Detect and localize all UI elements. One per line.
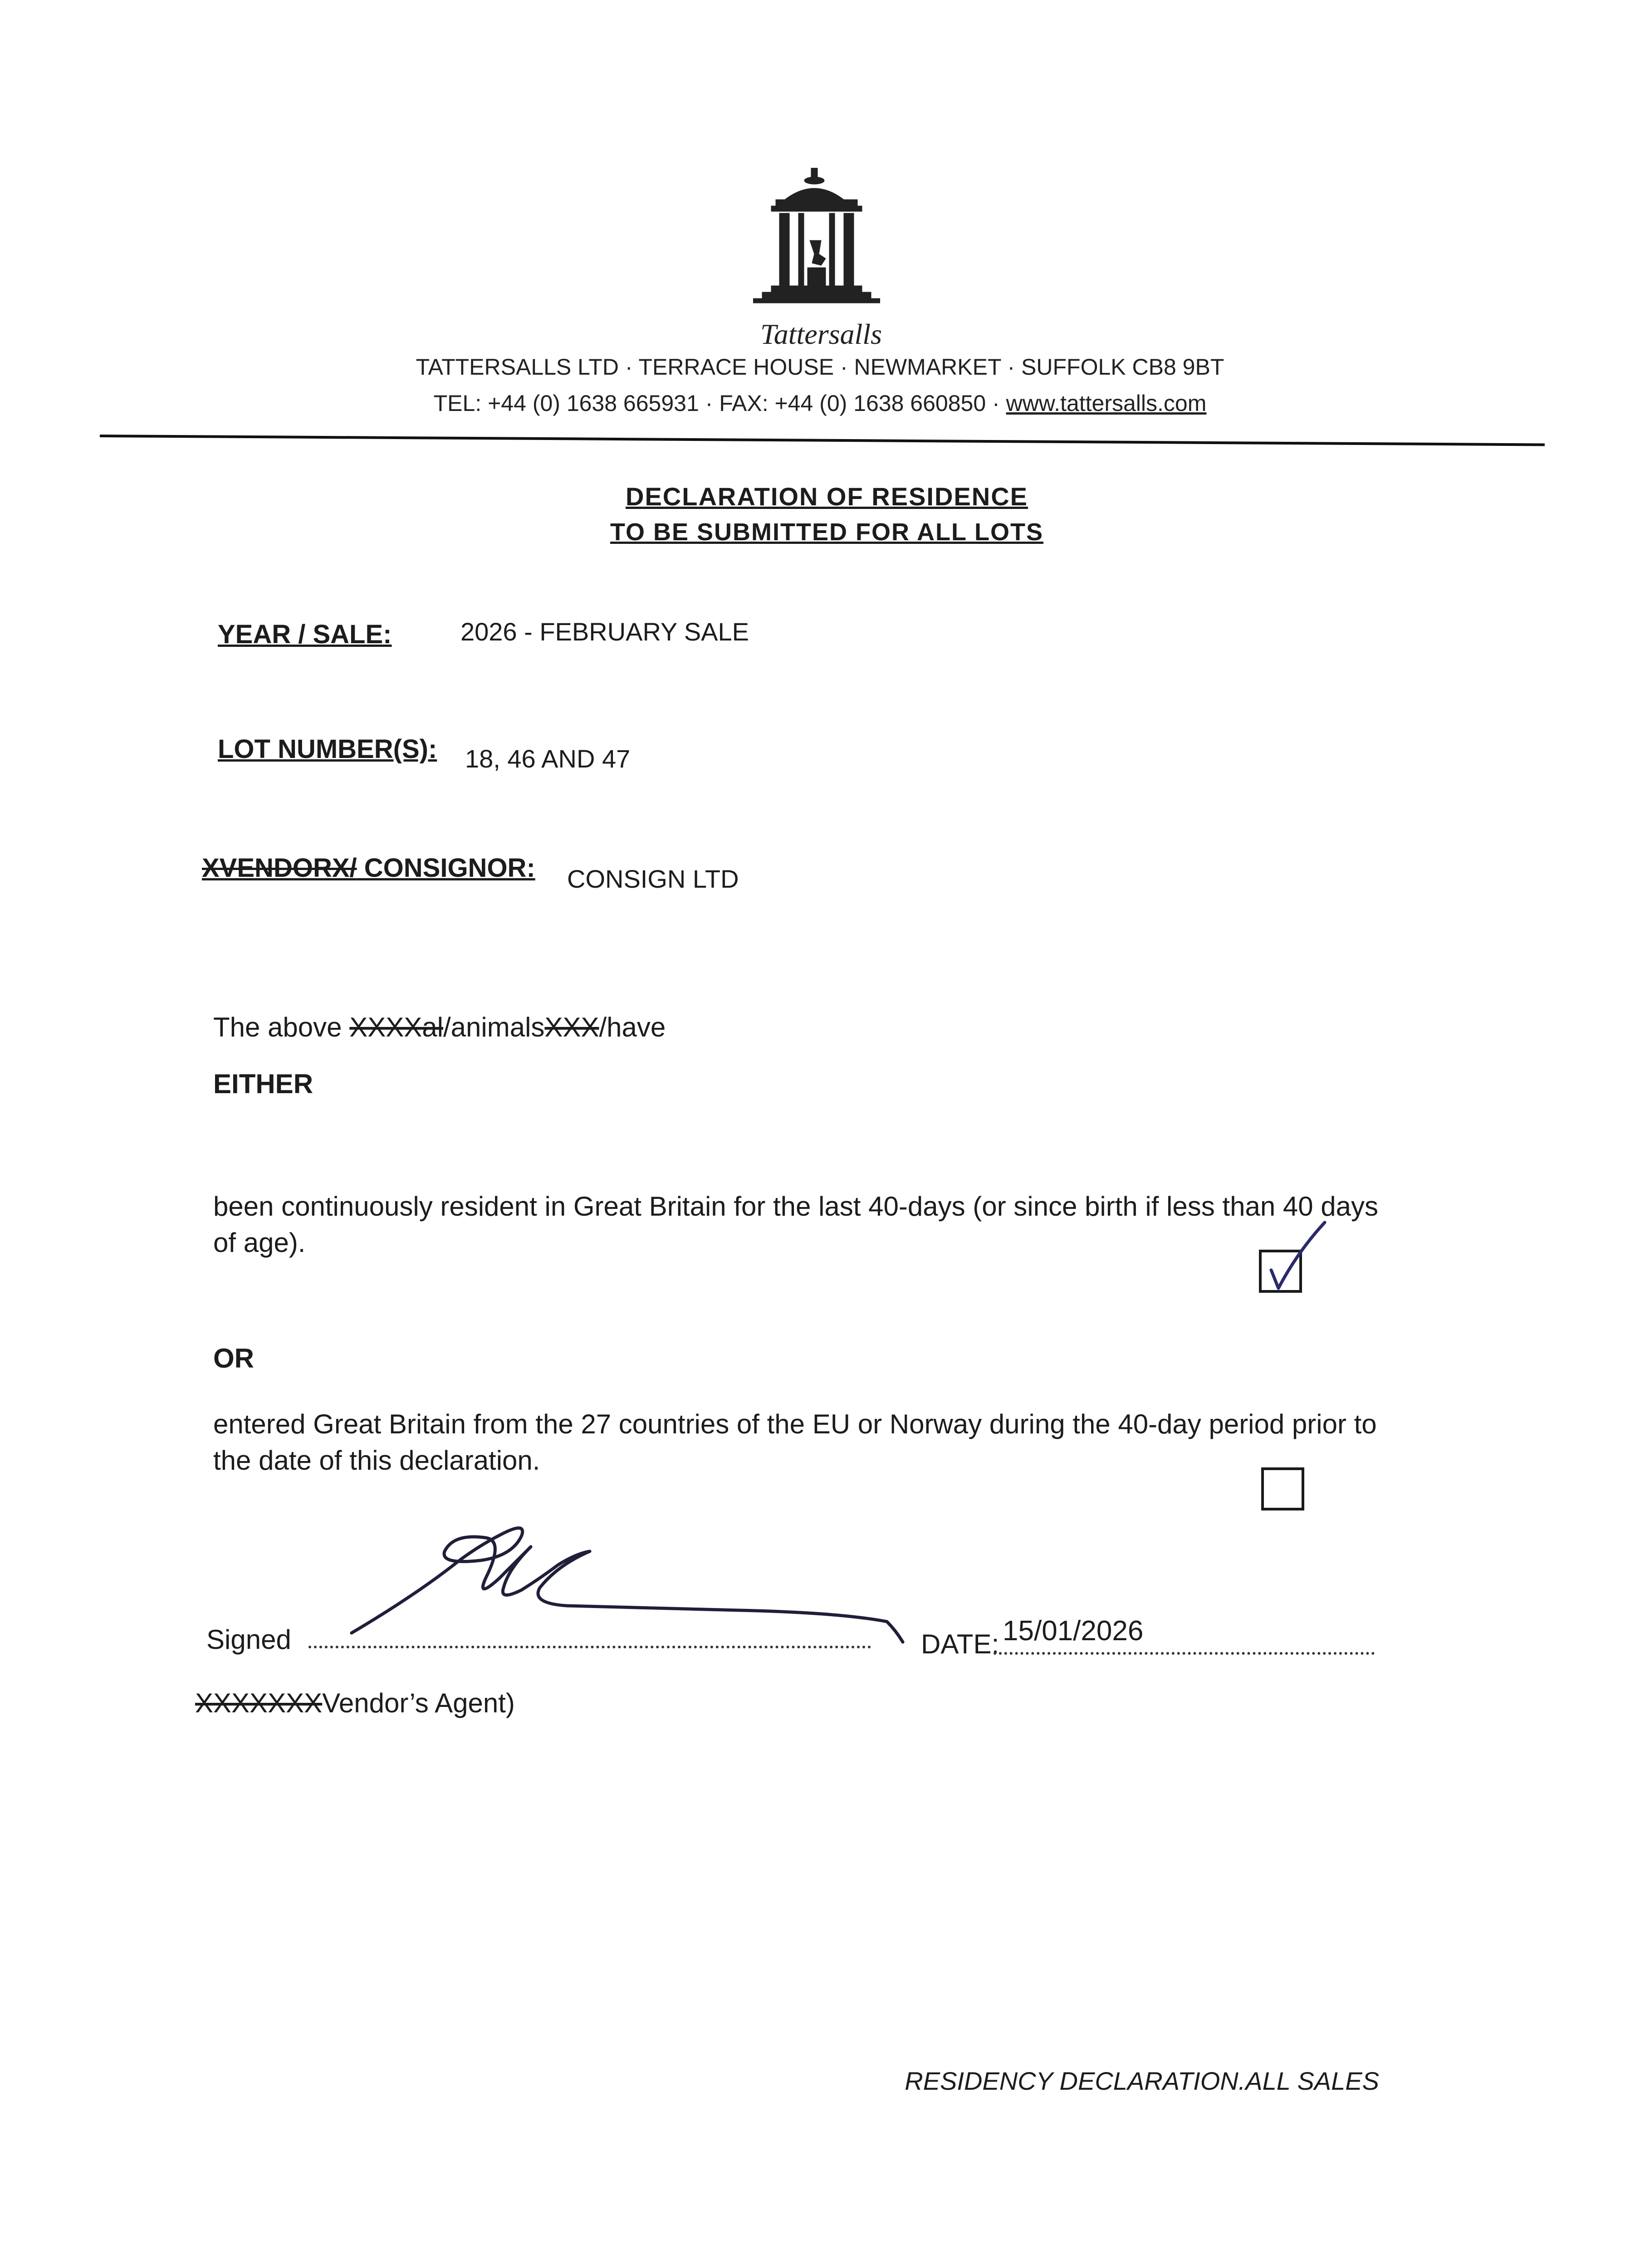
above-animals: /animals	[443, 1012, 545, 1042]
company-address: TATTERSALLS LTD · TERRACE HOUSE · NEWMARKET · SUFFOLK CB8 9BT	[416, 354, 1224, 380]
year-sale-value: 2026 - FEBRUARY SALE	[460, 617, 749, 646]
struck-vendor-caption: XXXXXXX	[195, 1688, 323, 1718]
company-contact	[0, 390, 1640, 416]
tattersalls-logo	[753, 168, 880, 318]
rotunda-logo-icon	[753, 168, 880, 318]
struck-animal-text: XXXXal	[349, 1012, 443, 1042]
lot-number-label: LOT NUMBER(S):	[218, 734, 437, 764]
footer-reference: RESIDENCY DECLARATION.ALL SALES	[905, 2067, 1379, 2095]
consignor-label-text: CONSIGNOR:	[357, 853, 535, 883]
handwritten-signature	[331, 1510, 921, 1701]
contact-details: TEL: +44 (0) 1638 665931 · FAX: +44 (0) 1638 660850 ·	[433, 391, 1006, 416]
above-have: /have	[599, 1012, 666, 1042]
struck-vendor-text: XVENDORX/	[202, 853, 357, 883]
agent-caption	[195, 1687, 515, 1719]
consignor-label	[202, 853, 535, 883]
signature-line	[308, 1637, 871, 1648]
option-entered-checkbox[interactable]	[1261, 1467, 1304, 1510]
website-link[interactable]: www.tattersalls.com	[1006, 391, 1207, 416]
or-heading: OR	[213, 1343, 254, 1374]
brand-name: Tattersalls	[760, 318, 882, 350]
date-value: 15/01/2026	[1003, 1615, 1144, 1647]
checkmark-icon	[1257, 1220, 1329, 1297]
document-title: DECLARATION OF RESIDENCE	[626, 482, 1028, 511]
either-heading: EITHER	[213, 1069, 313, 1099]
date-label: DATE:	[921, 1629, 999, 1659]
animals-statement	[213, 1009, 666, 1046]
agent-caption-text: Vendor’s Agent)	[322, 1688, 515, 1718]
option-entered-text: entered Great Britain from the 27 countries of the EU or Norway during the 40-day period prior to the date of this declaration.	[213, 1409, 1377, 1476]
struck-has-text: XXX	[544, 1012, 599, 1042]
document-subtitle: TO BE SUBMITTED FOR ALL LOTS	[610, 518, 1043, 546]
consignor-value: CONSIGN LTD	[567, 865, 739, 893]
header-divider	[100, 435, 1545, 446]
signed-label: Signed	[206, 1624, 291, 1655]
year-sale-label: YEAR / SALE:	[218, 620, 392, 649]
lot-number-value: 18, 46 AND 47	[465, 744, 631, 773]
option-resident-text: been continuously resident in Great Britain for the last 40-days (or since birth if less than 40 days of age).	[213, 1191, 1379, 1258]
above-prefix: The above	[213, 1012, 350, 1042]
